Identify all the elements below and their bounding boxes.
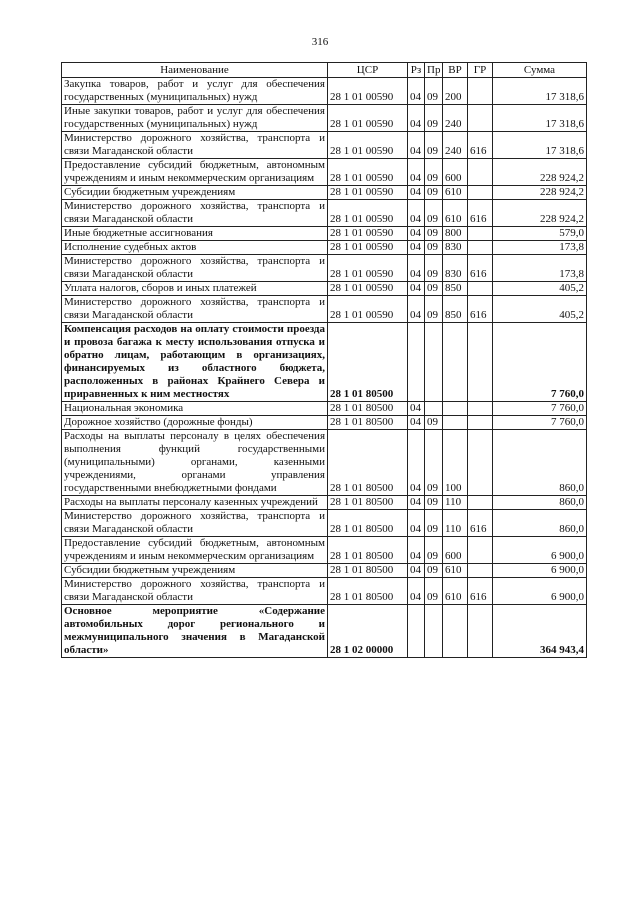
cell-rz: 04 — [408, 402, 425, 416]
cell-vr: 200 — [443, 78, 468, 105]
cell-gr — [468, 105, 493, 132]
cell-sum: 6 900,0 — [493, 537, 587, 564]
cell-rz: 04 — [408, 200, 425, 227]
cell-pr — [425, 605, 443, 658]
cell-name: Субсидии бюджетным учреждениям — [62, 186, 328, 200]
cell-code: 28 1 01 80500 — [328, 323, 408, 402]
cell-rz: 04 — [408, 430, 425, 496]
cell-name: Расходы на выплаты персоналу в целях обеспечения выполнения функций государственными (муниципальными) органами, казенными учреждениями, органами управления государственными внебюджетными фондами — [62, 430, 328, 496]
page-number: 316 — [311, 36, 329, 48]
table-row — [62, 296, 587, 323]
cell-code: 28 1 01 00590 — [328, 241, 408, 255]
cell-rz: 04 — [408, 132, 425, 159]
cell-vr: 610 — [443, 578, 468, 605]
cell-rz: 04 — [408, 296, 425, 323]
cell-code: 28 1 01 00590 — [328, 200, 408, 227]
cell-rz: 04 — [408, 105, 425, 132]
cell-sum: 17 318,6 — [493, 105, 587, 132]
cell-name: Министерство дорожного хозяйства, транспорта и связи Магаданской области — [62, 255, 328, 282]
table-row — [62, 416, 587, 430]
cell-code: 28 1 01 00590 — [328, 227, 408, 241]
cell-rz: 04 — [408, 537, 425, 564]
cell-gr: 616 — [468, 578, 493, 605]
cell-name: Министерство дорожного хозяйства, транспорта и связи Магаданской области — [62, 296, 328, 323]
cell-pr: 09 — [425, 430, 443, 496]
cell-rz: 04 — [408, 564, 425, 578]
cell-vr: 110 — [443, 510, 468, 537]
cell-rz: 04 — [408, 496, 425, 510]
cell-vr: 600 — [443, 537, 468, 564]
cell-rz: 04 — [408, 255, 425, 282]
cell-sum: 228 924,2 — [493, 186, 587, 200]
cell-code: 28 1 01 80500 — [328, 564, 408, 578]
cell-pr: 09 — [425, 227, 443, 241]
cell-pr: 09 — [425, 255, 443, 282]
cell-gr — [468, 496, 493, 510]
cell-code: 28 1 01 00590 — [328, 78, 408, 105]
cell-vr: 830 — [443, 241, 468, 255]
cell-vr: 610 — [443, 186, 468, 200]
cell-rz: 04 — [408, 241, 425, 255]
table-row — [62, 578, 587, 605]
cell-name: Министерство дорожного хозяйства, транспорта и связи Магаданской области — [62, 510, 328, 537]
cell-rz: 04 — [408, 186, 425, 200]
table-row — [62, 227, 587, 241]
cell-gr — [468, 430, 493, 496]
table-row — [62, 496, 587, 510]
cell-pr: 09 — [425, 132, 443, 159]
header-gr: ГР — [468, 63, 493, 78]
cell-name: Министерство дорожного хозяйства, транспорта и связи Магаданской области — [62, 132, 328, 159]
cell-pr: 09 — [425, 200, 443, 227]
table-row — [62, 564, 587, 578]
cell-pr: 09 — [425, 241, 443, 255]
header-name: Наименование — [62, 63, 328, 78]
cell-name: Министерство дорожного хозяйства, транспорта и связи Магаданской области — [62, 578, 328, 605]
header-code: ЦСР — [328, 63, 408, 78]
cell-code: 28 1 01 00590 — [328, 186, 408, 200]
table-row — [62, 186, 587, 200]
cell-pr: 09 — [425, 105, 443, 132]
cell-rz: 04 — [408, 159, 425, 186]
cell-sum: 364 943,4 — [493, 605, 587, 658]
cell-rz — [408, 323, 425, 402]
cell-vr: 240 — [443, 105, 468, 132]
table-row — [62, 132, 587, 159]
cell-sum: 7 760,0 — [493, 402, 587, 416]
cell-sum: 17 318,6 — [493, 132, 587, 159]
cell-gr: 616 — [468, 255, 493, 282]
cell-rz: 04 — [408, 78, 425, 105]
cell-name: Министерство дорожного хозяйства, транспорта и связи Магаданской области — [62, 200, 328, 227]
cell-pr — [425, 323, 443, 402]
cell-sum: 860,0 — [493, 430, 587, 496]
cell-pr — [425, 402, 443, 416]
table-row — [62, 200, 587, 227]
cell-sum: 228 924,2 — [493, 200, 587, 227]
table-body — [62, 78, 587, 658]
cell-gr — [468, 159, 493, 186]
cell-code: 28 1 01 80500 — [328, 537, 408, 564]
cell-vr: 830 — [443, 255, 468, 282]
cell-rz: 04 — [408, 227, 425, 241]
cell-gr — [468, 564, 493, 578]
cell-pr: 09 — [425, 186, 443, 200]
cell-gr — [468, 282, 493, 296]
cell-name: Иные закупки товаров, работ и услуг для обеспечения государственных (муниципальных) нужд — [62, 105, 328, 132]
cell-code: 28 1 01 00590 — [328, 282, 408, 296]
cell-code: 28 1 01 00590 — [328, 159, 408, 186]
cell-name: Дорожное хозяйство (дорожные фонды) — [62, 416, 328, 430]
cell-vr: 240 — [443, 132, 468, 159]
cell-rz: 04 — [408, 416, 425, 430]
cell-vr: 610 — [443, 200, 468, 227]
budget-table — [61, 62, 587, 658]
cell-vr: 110 — [443, 496, 468, 510]
cell-vr — [443, 605, 468, 658]
cell-sum: 17 318,6 — [493, 78, 587, 105]
table-row — [62, 78, 587, 105]
table-row — [62, 159, 587, 186]
cell-rz: 04 — [408, 510, 425, 537]
cell-name: Расходы на выплаты персоналу казенных учреждений — [62, 496, 328, 510]
cell-code: 28 1 01 00590 — [328, 255, 408, 282]
cell-code: 28 1 01 80500 — [328, 510, 408, 537]
cell-rz: 04 — [408, 282, 425, 296]
cell-vr — [443, 416, 468, 430]
cell-gr — [468, 402, 493, 416]
cell-name: Предоставление субсидий бюджетным, автономным учреждениям и иным некоммерческим организациям — [62, 537, 328, 564]
cell-pr: 09 — [425, 578, 443, 605]
table-row — [62, 510, 587, 537]
cell-sum: 405,2 — [493, 282, 587, 296]
table-row — [62, 241, 587, 255]
cell-sum: 7 760,0 — [493, 416, 587, 430]
cell-name: Национальная экономика — [62, 402, 328, 416]
cell-vr: 850 — [443, 282, 468, 296]
cell-name: Закупка товаров, работ и услуг для обеспечения государственных (муниципальных) нужд — [62, 78, 328, 105]
cell-code: 28 1 01 00590 — [328, 296, 408, 323]
cell-gr — [468, 186, 493, 200]
cell-vr: 610 — [443, 564, 468, 578]
cell-gr: 616 — [468, 132, 493, 159]
table-row — [62, 402, 587, 416]
cell-gr — [468, 227, 493, 241]
cell-pr: 09 — [425, 282, 443, 296]
cell-gr — [468, 605, 493, 658]
header-pr: Пр — [425, 63, 443, 78]
cell-sum: 860,0 — [493, 496, 587, 510]
header-sum: Сумма — [493, 63, 587, 78]
cell-sum: 6 900,0 — [493, 578, 587, 605]
cell-gr — [468, 537, 493, 564]
cell-gr — [468, 416, 493, 430]
cell-name: Компенсация расходов на оплату стоимости проезда и провоза багажа к месту использования отпуска и обратно лицам, работающим в организациях, финансируемых из областного бюджета, расположенных в районах Крайнего Севера и приравненных к ним местностях — [62, 323, 328, 402]
cell-pr: 09 — [425, 564, 443, 578]
cell-gr: 616 — [468, 510, 493, 537]
cell-sum: 7 760,0 — [493, 323, 587, 402]
cell-rz — [408, 605, 425, 658]
cell-vr — [443, 402, 468, 416]
cell-gr: 616 — [468, 296, 493, 323]
cell-vr: 800 — [443, 227, 468, 241]
cell-pr: 09 — [425, 159, 443, 186]
cell-rz: 04 — [408, 578, 425, 605]
cell-sum: 173,8 — [493, 241, 587, 255]
header-vr: ВР — [443, 63, 468, 78]
cell-gr — [468, 78, 493, 105]
cell-code: 28 1 01 80500 — [328, 416, 408, 430]
cell-gr: 616 — [468, 200, 493, 227]
table-row — [62, 105, 587, 132]
table-row — [62, 255, 587, 282]
table-row — [62, 282, 587, 296]
cell-sum: 579,0 — [493, 227, 587, 241]
cell-pr: 09 — [425, 510, 443, 537]
cell-pr: 09 — [425, 416, 443, 430]
table-row — [62, 323, 587, 402]
cell-code: 28 1 01 80500 — [328, 496, 408, 510]
cell-gr — [468, 241, 493, 255]
cell-vr: 600 — [443, 159, 468, 186]
cell-gr — [468, 323, 493, 402]
cell-sum: 405,2 — [493, 296, 587, 323]
cell-name: Предоставление субсидий бюджетным, автономным учреждениям и иным некоммерческим организациям — [62, 159, 328, 186]
table-header-row — [62, 63, 587, 78]
cell-code: 28 1 01 80500 — [328, 578, 408, 605]
cell-pr: 09 — [425, 296, 443, 323]
cell-vr: 850 — [443, 296, 468, 323]
cell-pr: 09 — [425, 496, 443, 510]
cell-name: Исполнение судебных актов — [62, 241, 328, 255]
cell-code: 28 1 01 00590 — [328, 132, 408, 159]
cell-sum: 173,8 — [493, 255, 587, 282]
header-rz: Рз — [408, 63, 425, 78]
cell-code: 28 1 01 80500 — [328, 430, 408, 496]
cell-code: 28 1 01 00590 — [328, 105, 408, 132]
cell-pr: 09 — [425, 78, 443, 105]
cell-vr — [443, 323, 468, 402]
cell-vr: 100 — [443, 430, 468, 496]
cell-name: Субсидии бюджетным учреждениям — [62, 564, 328, 578]
cell-code: 28 1 02 00000 — [328, 605, 408, 658]
cell-name: Уплата налогов, сборов и иных платежей — [62, 282, 328, 296]
table-row — [62, 605, 587, 658]
cell-sum: 228 924,2 — [493, 159, 587, 186]
cell-name: Иные бюджетные ассигнования — [62, 227, 328, 241]
cell-sum: 6 900,0 — [493, 564, 587, 578]
cell-code: 28 1 01 80500 — [328, 402, 408, 416]
table-row — [62, 537, 587, 564]
cell-sum: 860,0 — [493, 510, 587, 537]
cell-pr: 09 — [425, 537, 443, 564]
cell-name: Основное мероприятие «Содержание автомобильных дорог регионального и межмуниципального значения в Магаданской области» — [62, 605, 328, 658]
table-row — [62, 430, 587, 496]
